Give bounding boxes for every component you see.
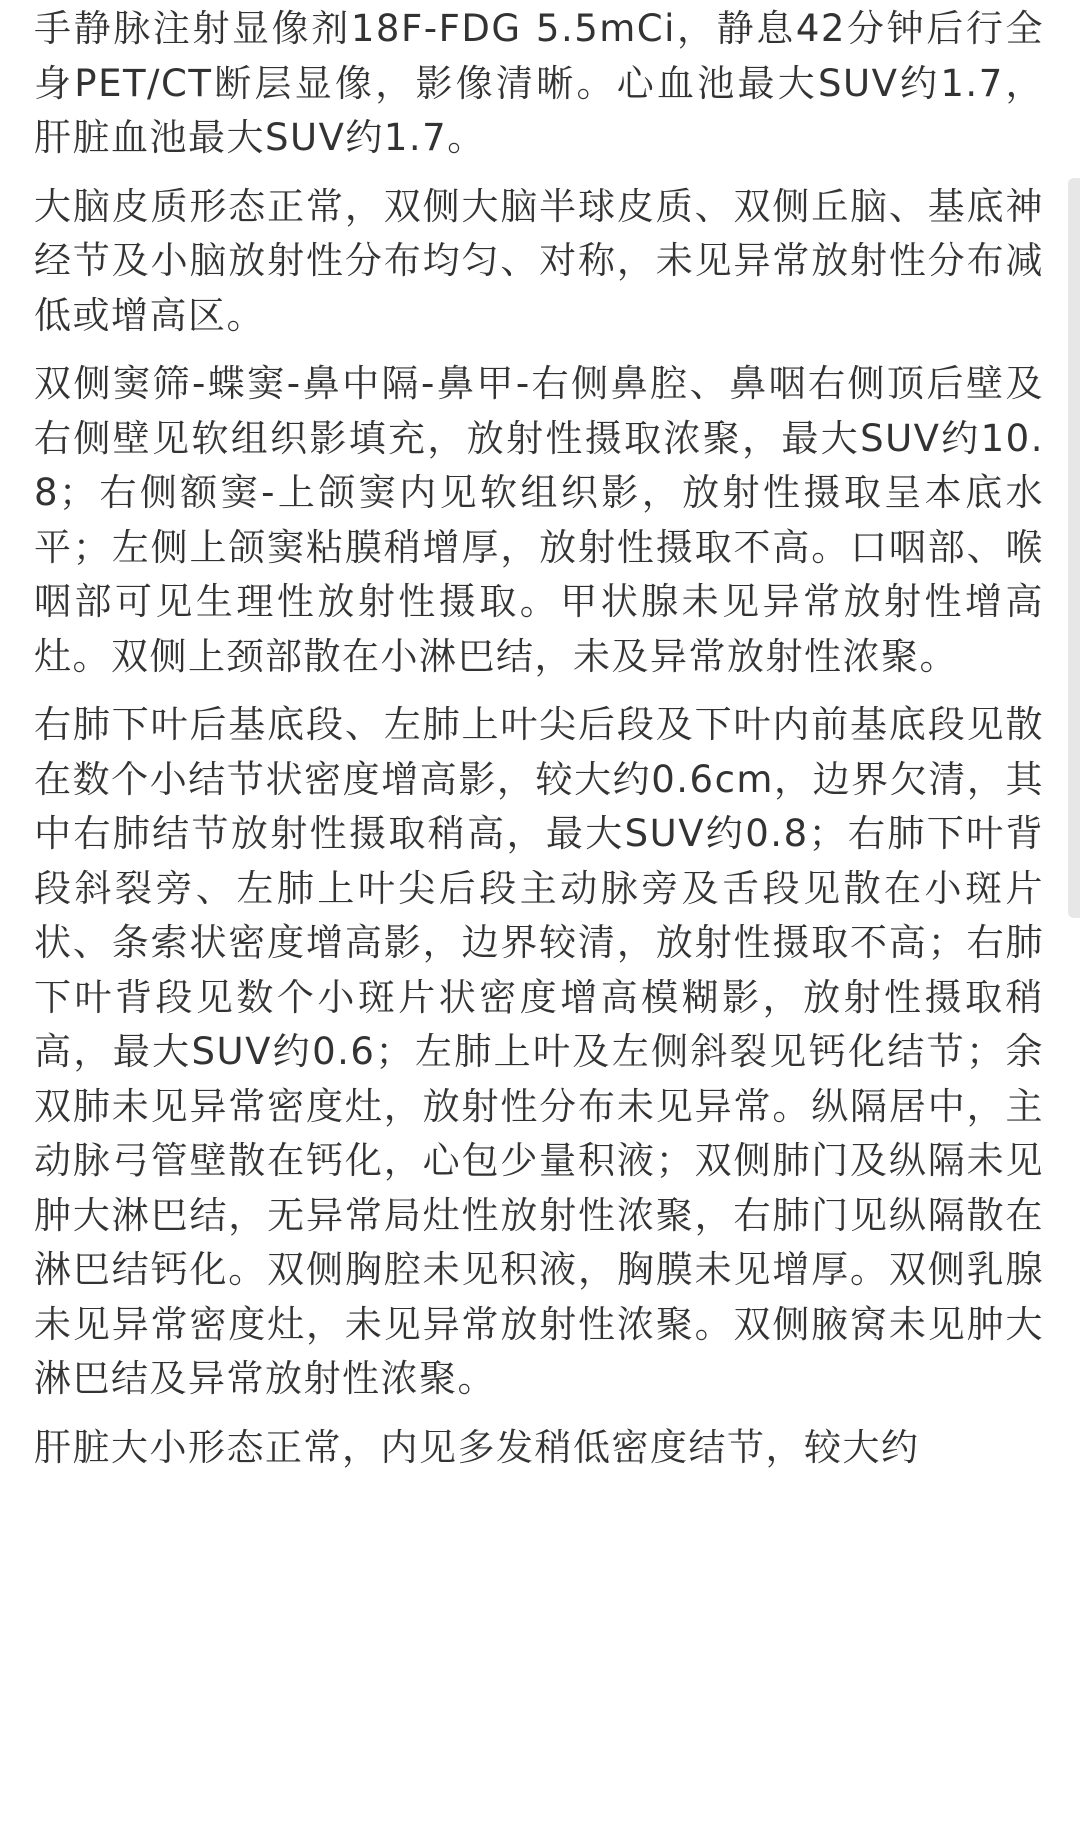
report-body xyxy=(34,0,1044,1489)
report-paragraph-injection: 手静脉注射显像剂18F-FDG 5.5mCi，静息42分钟后行全身PET/CT断层显像，影像清晰。心血池最大SUV约1.7，肝脏血池最大SUV约1.7。 xyxy=(34,7,1044,159)
vertical-scrollbar[interactable] xyxy=(1068,178,1080,918)
report-paragraph-head-neck: 双侧窦筛-蝶窦-鼻中隔-鼻甲-右侧鼻腔、鼻咽右侧顶后壁及右侧壁见软组织影填充，放射性摄取浓聚，最大SUV约10.8；右侧额窦-上颌窦内见软组织影，放射性摄取呈本底水平；左侧上颌窦粘膜稍增厚，放射性摄取不高。口咽部、喉咽部可见生理性放射性摄取。甲状腺未见异常放射性增高灶。双侧上颈部散在小淋巴结，未及异常放射性浓聚。 xyxy=(34,362,1044,678)
report-paragraph-brain: 大脑皮质形态正常，双侧大脑半球皮质、双侧丘脑、基底神经节及小脑放射性分布均匀、对称，未见异常放射性分布减低或增高区。 xyxy=(34,184,1044,337)
report-paragraph-abdomen: 肝脏大小形态正常，内见多发稍低密度结节，较大约 xyxy=(34,1425,920,1469)
report-paragraph-chest: 右肺下叶后基底段、左肺上叶尖后段及下叶内前基底段见散在数个小结节状密度增高影，较大约0.6cm，边界欠清，其中右肺结节放射性摄取稍高，最大SUV约0.8；右肺下叶背段斜裂旁、左肺上叶尖后段主动脉旁及舌段见散在小斑片状、条索状密度增高影，边界较清，放射性摄取不高；右肺下叶背段见数个小斑片状密度增高模糊影，放射性摄取稍高，最大SUV约0.6；左肺上叶及左侧斜裂见钙化结节；余双肺未见异常密度灶，放射性分布未见异常。纵隔居中，主动脉弓管壁散在钙化，心包少量积液；双侧肺门及纵隔未见肿大淋巴结，无异常局灶性放射性浓聚，右肺门见纵隔散在淋巴结钙化。双侧胸腔未见积液，胸膜未见增厚。双侧乳腺未见异常密度灶，未见异常放射性浓聚。双侧腋窝未见肿大淋巴结及异常放射性浓聚。 xyxy=(34,703,1044,1400)
